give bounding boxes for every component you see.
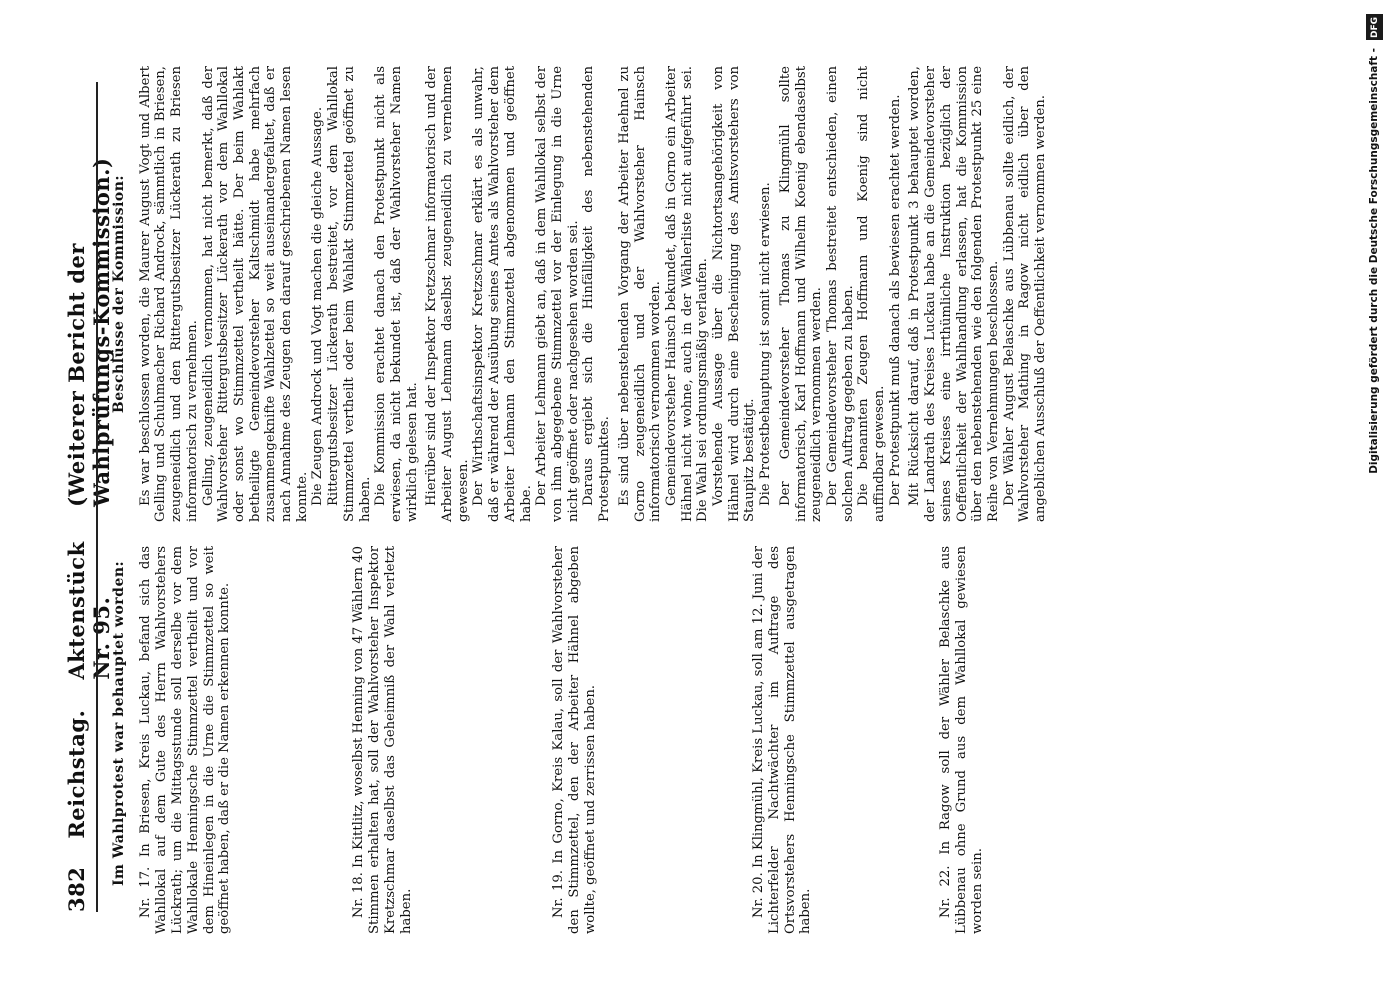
decision-paragraph: Der Gemeindevorsteher Thomas zu Klingmühl sollte informatorisch, Karl Hoffmann und Wilhelm Koenig ebendaselbst zeugeneidlich vernommen werden. [777, 66, 825, 522]
decision-paragraph: Die Kommission erachtet danach den Protestpunkt nicht als erwiesen, da nicht bekundet ist, daß der Wahlvorsteher Namen wirklich gelesen hat. [373, 66, 420, 522]
protest-item-17: Nr. 17. In Briesen, Kreis Luckau, befand sich das Wahllokal auf dem Gute des Herrn Wahlvorstehers Lückrath; um die Mittagsstunde soll derselbe vor dem Wahllokale Henningsche Stimmzettel vertheilt und vor dem Hineinlegen in die Urne die Stimmzettel so weit geöffnet haben, daß er die Namen erkennen konnte. [137, 546, 233, 934]
header-item: Aktenstück Nr. 95. [64, 541, 114, 680]
right-column-heading: Beschlüsse der Kommission: [111, 174, 127, 414]
decision-paragraph: Daraus ergiebt sich die Hinfälligkeit des nebenstehenden Protestpunktes. [581, 66, 613, 522]
digitization-note: Digitalisierung gefördert durch die Deutsche Forschungsgemeinschaft - [1368, 48, 1380, 474]
header-rule [96, 82, 98, 912]
page-header [64, 82, 114, 912]
decision-paragraph: Der Gemeindevorsteher Thomas bestreitet entschieden, einen solchen Auftrag gegeben zu haben. [824, 66, 856, 522]
protest-item-22: Nr. 22. In Ragow soll der Wähler Belaschke aus Lübbenau ohne Grund aus dem Wahllokal gewiesen worden sein. [938, 546, 986, 934]
decision-paragraph: Der Wirthschaftsinspektor Kretzschmar erklärt es als unwahr, daß er während der Ausübung seines Amtes als Wahlvorsteher dem Arbeiter Lehmann den Stimmzettel abgenommen und geöffnet habe. [471, 66, 534, 522]
decision-paragraph: Die Zeugen Androck und Vogt machen die gleiche Aussage. [310, 106, 326, 506]
left-column [110, 546, 986, 934]
decision-paragraph: Die benannten Zeugen Hoffmann und Koenig sind nicht auffindbar gewesen. [856, 66, 888, 522]
decision-paragraph: Gemeindevorsteher Hainsch bekundet, daß in Gorno ein Arbeiter Hähnel nicht wohne, auch in der Wählerliste nicht aufgeführt sei. Die Wahl sei ordnungsmäßig verlaufen. [663, 66, 711, 522]
decision-paragraph: Mit Rücksicht darauf, daß in Protestpunkt 3 behauptet worden, der Landrath des Kreises Luckau habe an die Gemeindevorsteher seines Kreises eine irrthümliche Instruktion bezüglich der Oeffentlichkeit der Wahlhandlung erlassen, hat die Kommission über den nebenstehenden wie den folgenden Protestpunkt 25 eine Reihe von Vernehmungen beschlossen. [907, 66, 1001, 522]
dfg-logo: DFG [1366, 14, 1383, 40]
decision-paragraph: Der Arbeiter Lehmann giebt an, daß in dem Wahllokal selbst der von ihm abgegebene Stimmzettel vor der Einlegung in die Urne nicht geöffnet oder nachgesehen worden sei. [534, 66, 581, 522]
header-subtitle: (Weiterer Bericht der Wahlprüfungs-Kommission.) [64, 157, 114, 507]
right-column [110, 66, 1049, 522]
decision-paragraph: Es sind über nebenstehenden Vorgang der Arbeiter Haehnel zu Gorno zeugeneidlich und der Wahlvorsteher Hainsch informatorisch vernommen worden. [616, 66, 664, 522]
decision-paragraph: Die Protestbehauptung ist somit nicht erwiesen. [758, 182, 774, 506]
decision-paragraph: Es war beschlossen worden, die Maurer August Vogt und Albert Gelling und Schuhmacher Richard Androck, sämmtlich in Briesen, zeugeneidlich und den Rittergutsbesitzer Lückerath zu Briesen informatorisch zu vernehmen. [137, 66, 200, 522]
decision-paragraph: Gelling, zeugeneidlich vernommen, hat nicht bemerkt, daß der Wahlvorsteher Rittergutsbesitzer Lückerath vor dem Wahllokal oder sonst wo Stimmzettel vertheilt hätte. Der beim Wahlakt betheiligte Gemeindevorsteher Kaltschmidt habe mehrfach zusammengeknifte Wahlzettel so weit auseinandergefaltet, daß er nach Annahme des Zeugen den darauf geschriebenen Namen lesen konnte. [200, 66, 310, 522]
digitization-strip [1352, 8, 1383, 998]
decision-paragraph: Der Wähler August Belaschke aus Lübbenau sollte eidlich, der Wahlvorsteher Mathing in Ragow nicht eidlich über den angeblichen Ausschluß der Oeffentlichkeit vernommen werden. [1001, 66, 1049, 522]
protest-item-18: Nr. 18. In Kittlitz, woselbst Henning von 47 Wählern 40 Stimmen erhalten hat, soll der Wahlvorsteher Inspektor Kretzschmar daselbst das Geheimniß der Wahl verletzt haben. [351, 546, 415, 934]
decision-paragraph: Der Protestpunkt muß danach als bewiesen erachtet werden. [887, 94, 903, 506]
left-column-heading: Im Wahlprotest war behauptet worden: [111, 560, 127, 886]
page-number: 382 [64, 866, 89, 912]
decision-paragraph: Vorstehende Aussage über die Nichtortsangehörigkeit von Hähnel wird durch eine Bescheinigung des Amtsvorstehers von Staupitz bestätigt. [711, 66, 758, 522]
header-org: Reichstag. [64, 709, 89, 839]
decision-paragraph: Hierüber sind der Inspektor Kretzschmar informatorisch und der Arbeiter August Lehmann daselbst zeugeneidlich zu vernehmen gewesen. [424, 66, 471, 522]
protest-item-20: Nr. 20. In Klingmühl, Kreis Luckau, soll am 12. Juni der Lichterfelder Nachtwächter im Auftrage des Ortsvorstehers Henningsche Stimmzettel ausgetragen haben. [750, 546, 814, 934]
protest-item-19: Nr. 19. In Gorno, Kreis Kalau, soll der Wahlvorsteher den Stimmzettel, den der Arbeiter Hähnel abgeben wollte, geöffnet und zerrissen haben. [550, 546, 598, 934]
decision-paragraph: Rittergutsbesitzer Lückerath bestreitet, vor dem Wahllokal Stimmzettel vertheilt oder beim Wahlakt Stimmzettel geöffnet zu haben. [326, 66, 373, 522]
